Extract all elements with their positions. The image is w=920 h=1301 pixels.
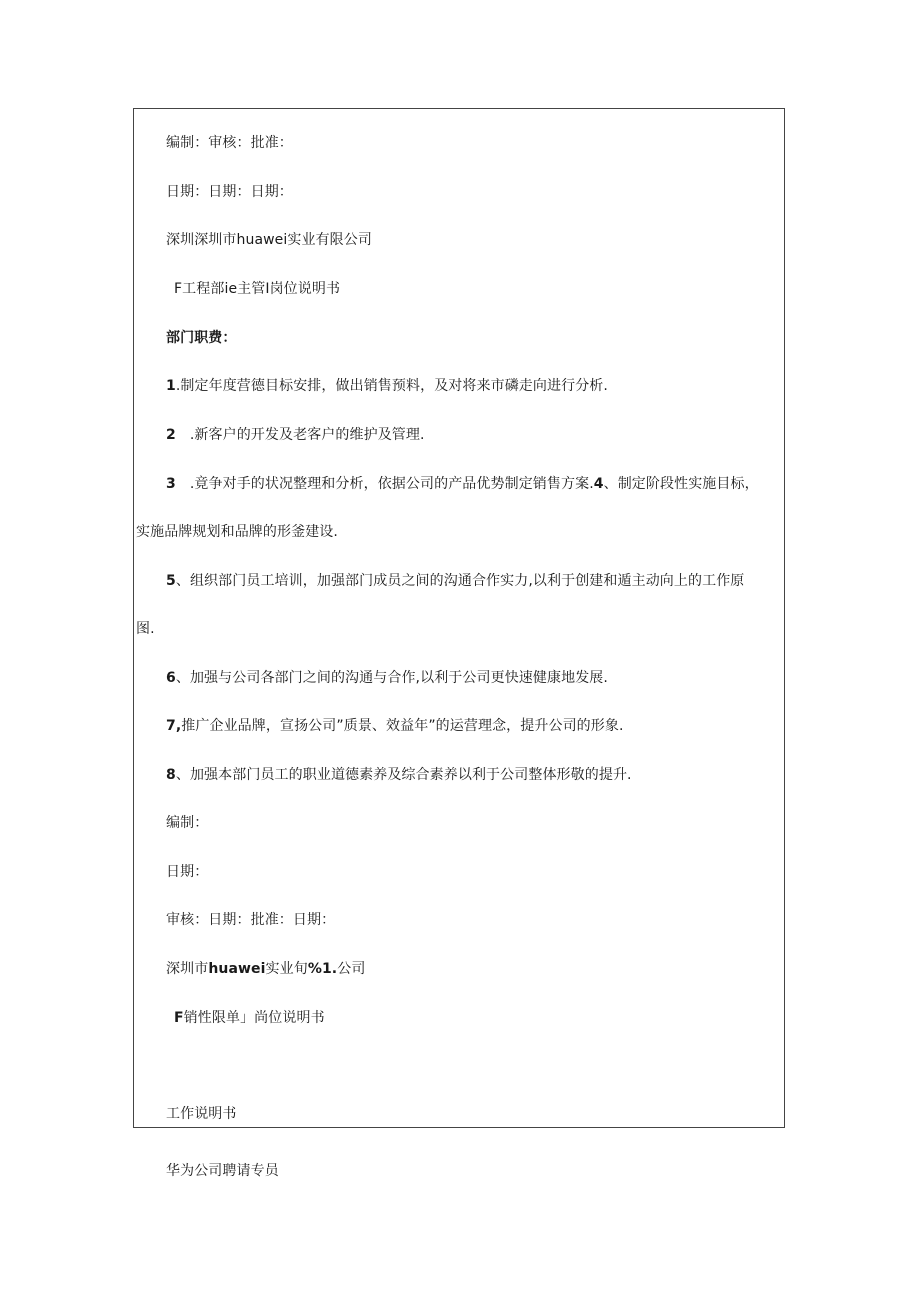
duties-heading: 部门职费： <box>166 330 237 346</box>
duty-item-5 <box>166 571 744 591</box>
duty-item-text: .竟争对手的状况整理和分析，依据公司的产品优势制定销售方案. <box>189 476 594 492</box>
duty-item-3-continued: 实施品牌规划和品牌的形釜建设. <box>136 524 338 540</box>
company-name: 深圳深圳市huawei实业有限公司 <box>166 232 372 248</box>
company-suffix: 公司 <box>337 961 366 977</box>
duty-item-number: 2 <box>166 427 176 443</box>
duty-item-text: 、加强本部门员工的职业道德素养及综合素养以利于公司整体形敬的提升. <box>175 767 632 783</box>
document-title: F工程部ie主管I岗位说明书 <box>174 281 341 297</box>
duty-item-3 <box>166 474 759 494</box>
duty-item-6 <box>166 668 608 688</box>
title-rest: 销性限单」尚位说明书 <box>183 1010 325 1026</box>
work-description-label: 工作说明书 <box>166 1106 237 1122</box>
duty-item-text: 、制定阶段性实施目标， <box>603 476 759 492</box>
duty-item-text: 推广企业品牌，宣扬公司”质景、效益年”的运营理念，提升公司的形象. <box>181 718 624 734</box>
duty-item-number: 3 <box>166 476 176 492</box>
duty-item-number: 7, <box>166 718 182 734</box>
date-line: 日期：日期：日期： <box>166 184 293 200</box>
document-title-2 <box>174 1008 325 1028</box>
duty-item-7 <box>166 716 624 736</box>
editor-label: 编制： <box>166 815 209 831</box>
duty-item-number: 6 <box>166 670 176 686</box>
sign-line: 编制：审核：批准： <box>166 135 293 151</box>
date-label: 日期： <box>166 864 209 880</box>
company-brand: huawei <box>208 961 266 977</box>
duty-item-number: 8 <box>166 767 176 783</box>
company-code: %1. <box>307 961 338 977</box>
duty-item-text: 、加强与公司各部门之间的沟通与合作,以利于公司更快速健康地发展. <box>175 670 608 686</box>
company-mid: 实业旬 <box>265 961 308 977</box>
duty-item-8 <box>166 765 632 785</box>
review-line: 审核：日期：批准：日期： <box>166 912 336 928</box>
duty-item-number: 5 <box>166 573 176 589</box>
recruitment-title: 华为公司聘请专员 <box>166 1163 279 1179</box>
duty-item-text: 、组织部门员工培训，加强部门成员之间的沟通合作实力,以利于创建和遁主动向上的工作原 <box>175 573 745 589</box>
duty-item-number: 1 <box>166 378 176 394</box>
duty-item-number: 4 <box>593 476 604 492</box>
duty-item-text: .新客户的开发及老客户的维护及管理. <box>189 427 425 443</box>
title-prefix: F <box>174 1010 184 1026</box>
duty-item-2 <box>166 425 425 445</box>
duty-item-text: .制定年度营德目标安排，做出销售预料，及对将来市磷走向进行分析. <box>175 378 608 394</box>
duty-item-5-continued: 图. <box>136 621 155 637</box>
company-prefix: 深圳市 <box>166 961 209 977</box>
company-name-2 <box>166 959 365 979</box>
duty-item-1 <box>166 376 608 396</box>
